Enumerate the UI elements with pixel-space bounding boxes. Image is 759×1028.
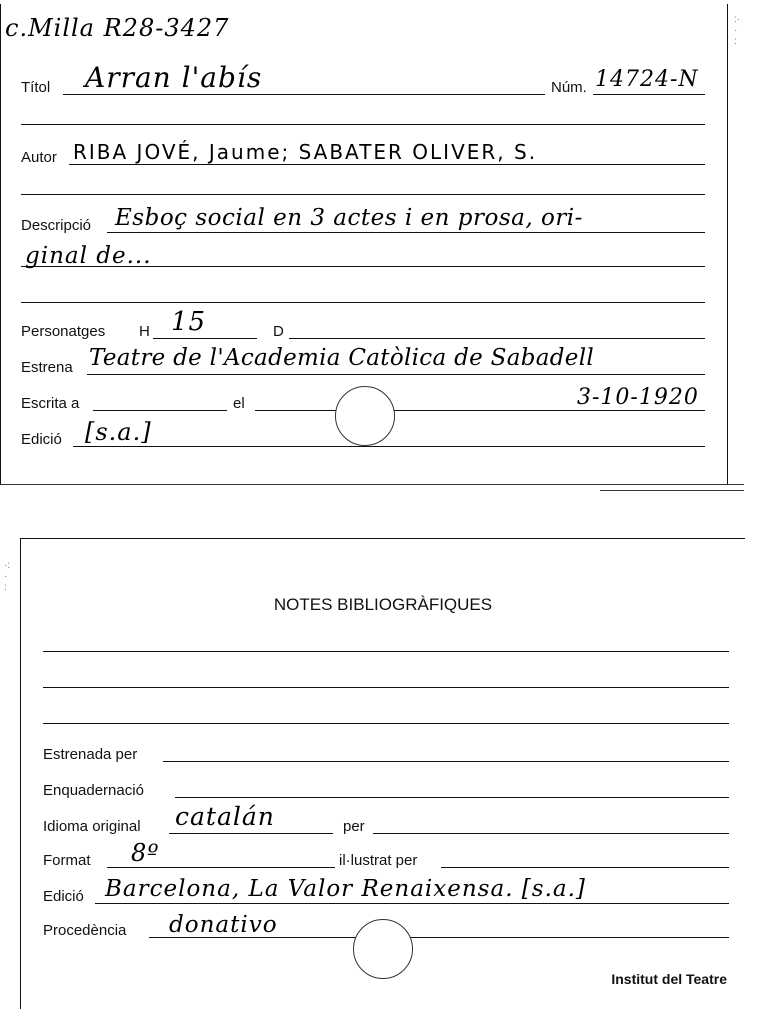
idioma-line	[169, 833, 333, 834]
procedencia-label: Procedència	[43, 922, 127, 939]
card1-shadow-edge	[600, 490, 744, 491]
autor-value: RIBA JOVÉ, Jaume; SABATER OLIVER, S.	[73, 140, 538, 164]
titol-value: Arran l'abís	[85, 61, 263, 94]
idioma-value: catalán	[175, 802, 275, 831]
institution-footer: Institut del Teatre	[611, 971, 727, 987]
edicio-value: [s.a.]	[85, 418, 152, 446]
descripcio-value-line1: Esboç social en 3 actes i en prosa, ori-	[115, 205, 583, 231]
titol-label: Títol	[21, 79, 51, 96]
descripcio-line-1	[107, 232, 705, 233]
estrena-value: Teatre de l'Academia Catòlica de Sabadell	[89, 345, 595, 371]
notes-line-2	[43, 687, 729, 688]
punch-hole-top	[335, 386, 395, 446]
descripcio-label: Descripció	[21, 217, 92, 234]
card-reference-handwritten: c.Milla R28-3427	[5, 14, 230, 42]
notes-line-3	[43, 723, 729, 724]
escrita-el-label: el	[233, 395, 245, 412]
notes-title: NOTES BIBLIOGRÀFIQUES	[273, 595, 493, 614]
personatges-h-line	[153, 338, 257, 339]
catalog-card-notes	[20, 538, 745, 1009]
notes-line-1	[43, 651, 729, 652]
idioma-per-line	[373, 833, 729, 834]
personatges-label: Personatges	[21, 323, 106, 340]
notes-edicio-label: Edició	[43, 888, 84, 905]
personatges-h-value: 15	[171, 307, 207, 337]
autor-label: Autor	[21, 149, 57, 166]
estrenada-label: Estrenada per	[43, 746, 138, 763]
format-line	[107, 867, 335, 868]
scan-artifact-left: ·: · :	[4, 560, 11, 593]
punch-hole-bottom	[353, 919, 413, 979]
estrena-label: Estrena	[21, 359, 73, 376]
enquadernacio-line	[175, 797, 729, 798]
descripcio-line-3	[21, 302, 705, 303]
illustrat-line	[441, 867, 729, 868]
titol-extra-line	[21, 124, 705, 125]
edicio-line	[73, 446, 705, 447]
num-line	[593, 94, 705, 95]
format-label: Format	[43, 852, 91, 869]
personatges-h-label: H	[139, 323, 150, 340]
catalog-card-main	[0, 4, 728, 485]
idioma-per-label: per	[343, 818, 365, 835]
autor-extra-line	[21, 194, 705, 195]
escrita-label: Escrita a	[21, 395, 80, 412]
num-label: Núm.	[551, 79, 587, 96]
procedencia-value: donativo	[169, 912, 278, 938]
titol-line	[63, 94, 545, 95]
card1-bottom-edge	[0, 484, 744, 485]
personatges-d-line	[289, 338, 705, 339]
estrena-line	[87, 374, 705, 375]
escrita-place-line	[93, 410, 227, 411]
format-value: 8º	[131, 839, 160, 867]
notes-edicio-value: Barcelona, La Valor Renaixensa. [s.a.]	[105, 876, 586, 902]
idioma-label: Idioma original	[43, 818, 141, 835]
scan-artifact-right: :· · :	[734, 14, 741, 47]
estrenada-line	[163, 761, 729, 762]
illustrat-label: il·lustrat per	[339, 852, 418, 869]
notes-edicio-line	[95, 903, 729, 904]
descripcio-value-line2: ginal de...	[25, 243, 152, 269]
num-value: 14724-N	[595, 67, 699, 92]
enquadernacio-label: Enquadernació	[43, 782, 144, 799]
personatges-d-label: D	[273, 323, 284, 340]
escrita-date-value: 3-10-1920	[577, 385, 699, 410]
edicio-label: Edició	[21, 431, 62, 448]
